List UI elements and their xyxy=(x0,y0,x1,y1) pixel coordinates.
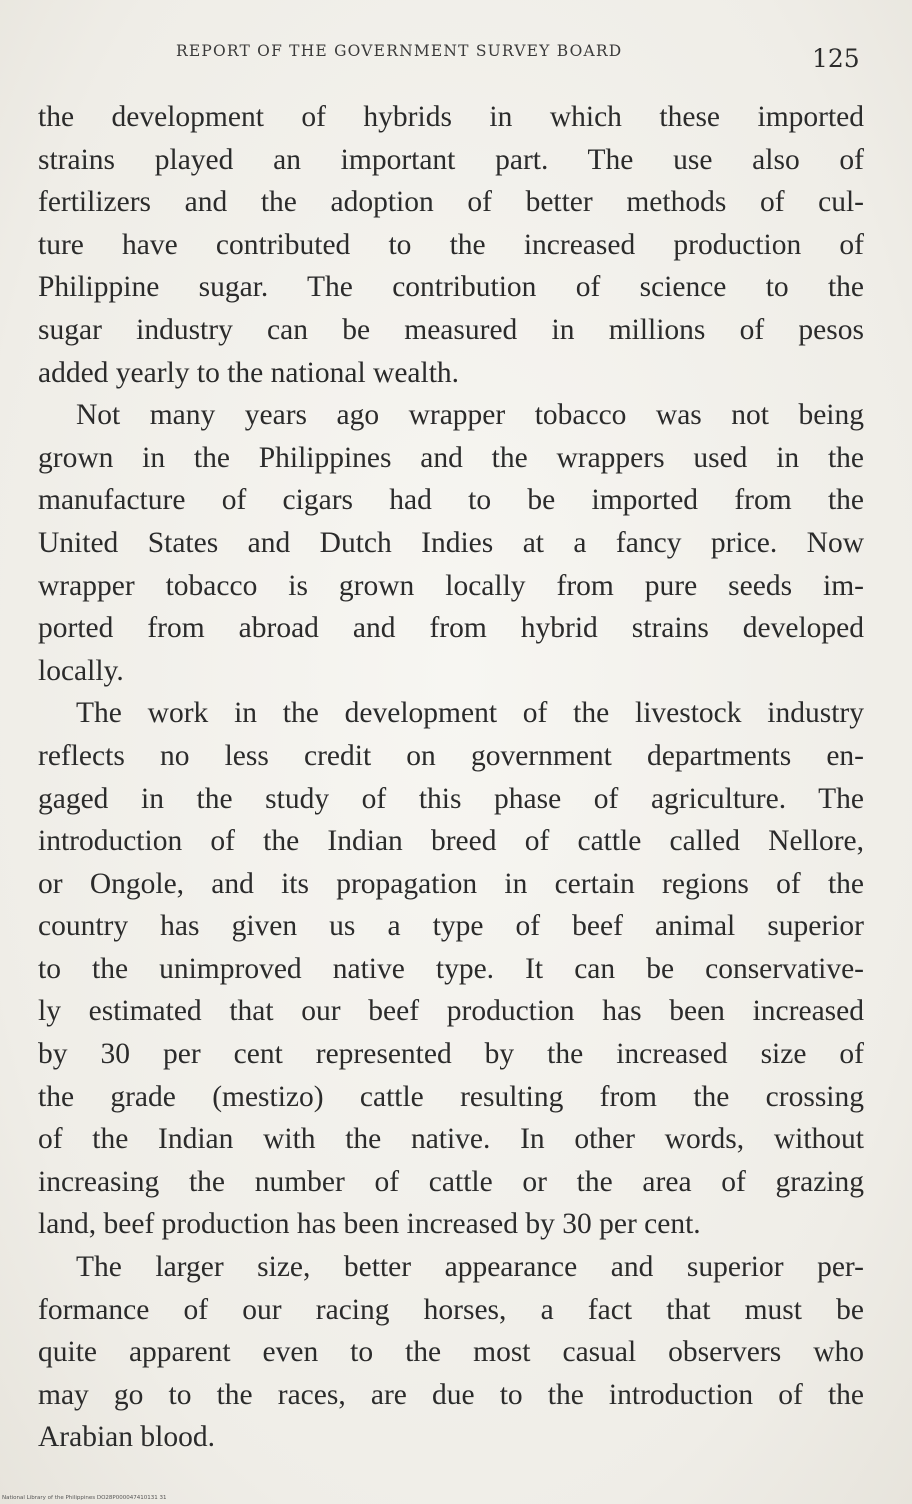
text-line: strains played an important part. The use also of xyxy=(38,143,864,176)
text-line: grown in the Philippines and the wrappers used in the xyxy=(38,441,864,474)
text-line: gaged in the study of this phase of agriculture. The xyxy=(38,782,864,815)
paragraph-first-line: The work in the development of the livestock industry xyxy=(76,697,864,730)
page-number: 125 xyxy=(812,44,860,73)
paragraph-first-line: The larger size, better appearance and superior per- xyxy=(76,1251,864,1284)
text-line: Philippine sugar. The contribution of science to the xyxy=(38,271,864,304)
text-line: wrapper tobacco is grown locally from pure seeds im- xyxy=(38,569,864,602)
text-line: by 30 per cent represented by the increased size of xyxy=(38,1038,864,1071)
text-line: the grade (mestizo) cattle resulting from the crossing xyxy=(38,1080,864,1113)
text-line: country has given us a type of beef animal superior xyxy=(38,910,864,943)
text-line: to the unimproved native type. It can be conservative- xyxy=(38,952,864,985)
text-line: the development of hybrids in which these imported xyxy=(38,101,864,133)
text-line: reflects no less credit on government departments en- xyxy=(38,739,864,772)
text-line: United States and Dutch Indies at a fancy price. Now xyxy=(38,526,864,559)
text-line: ported from abroad and from hybrid strains developed xyxy=(38,612,864,645)
text-line: of the Indian with the native. In other words, without xyxy=(38,1123,864,1156)
text-line: sugar industry can be measured in millions of pesos xyxy=(38,313,864,346)
text-line: ture have contributed to the increased production of xyxy=(38,228,864,261)
text-line: ly estimated that our beef production has been increased xyxy=(38,995,864,1028)
text-line: Arabian blood. xyxy=(38,1421,215,1454)
text-line: may go to the races, are due to the introduction of the xyxy=(38,1378,864,1411)
text-line: added yearly to the national wealth. xyxy=(38,356,460,389)
paragraph-first-line: Not many years ago wrapper tobacco was not being xyxy=(76,399,864,432)
text-line: manufacture of cigars had to be imported from the xyxy=(38,484,864,517)
text-line: introduction of the Indian breed of cattle called Nellore, xyxy=(38,825,864,858)
text-line: formance of our racing horses, a fact that must be xyxy=(38,1293,864,1326)
text-line: increasing the number of cattle or the area of grazing xyxy=(38,1165,864,1198)
text-line: or Ongole, and its propagation in certain regions of the xyxy=(38,867,864,900)
running-head: REPORT OF THE GOVERNMENT SURVEY BOARD xyxy=(176,42,623,60)
text-line: locally. xyxy=(38,654,124,687)
text-line: land, beef production has been increased by 30 per cent. xyxy=(38,1208,701,1241)
scan-credit: National Library of the Philippines DO28P000047410131 31 xyxy=(2,1495,167,1501)
text-line: fertilizers and the adoption of better methods of cul- xyxy=(38,186,864,219)
body-text xyxy=(38,96,864,1459)
text-line: quite apparent even to the most casual observers who xyxy=(38,1336,864,1369)
